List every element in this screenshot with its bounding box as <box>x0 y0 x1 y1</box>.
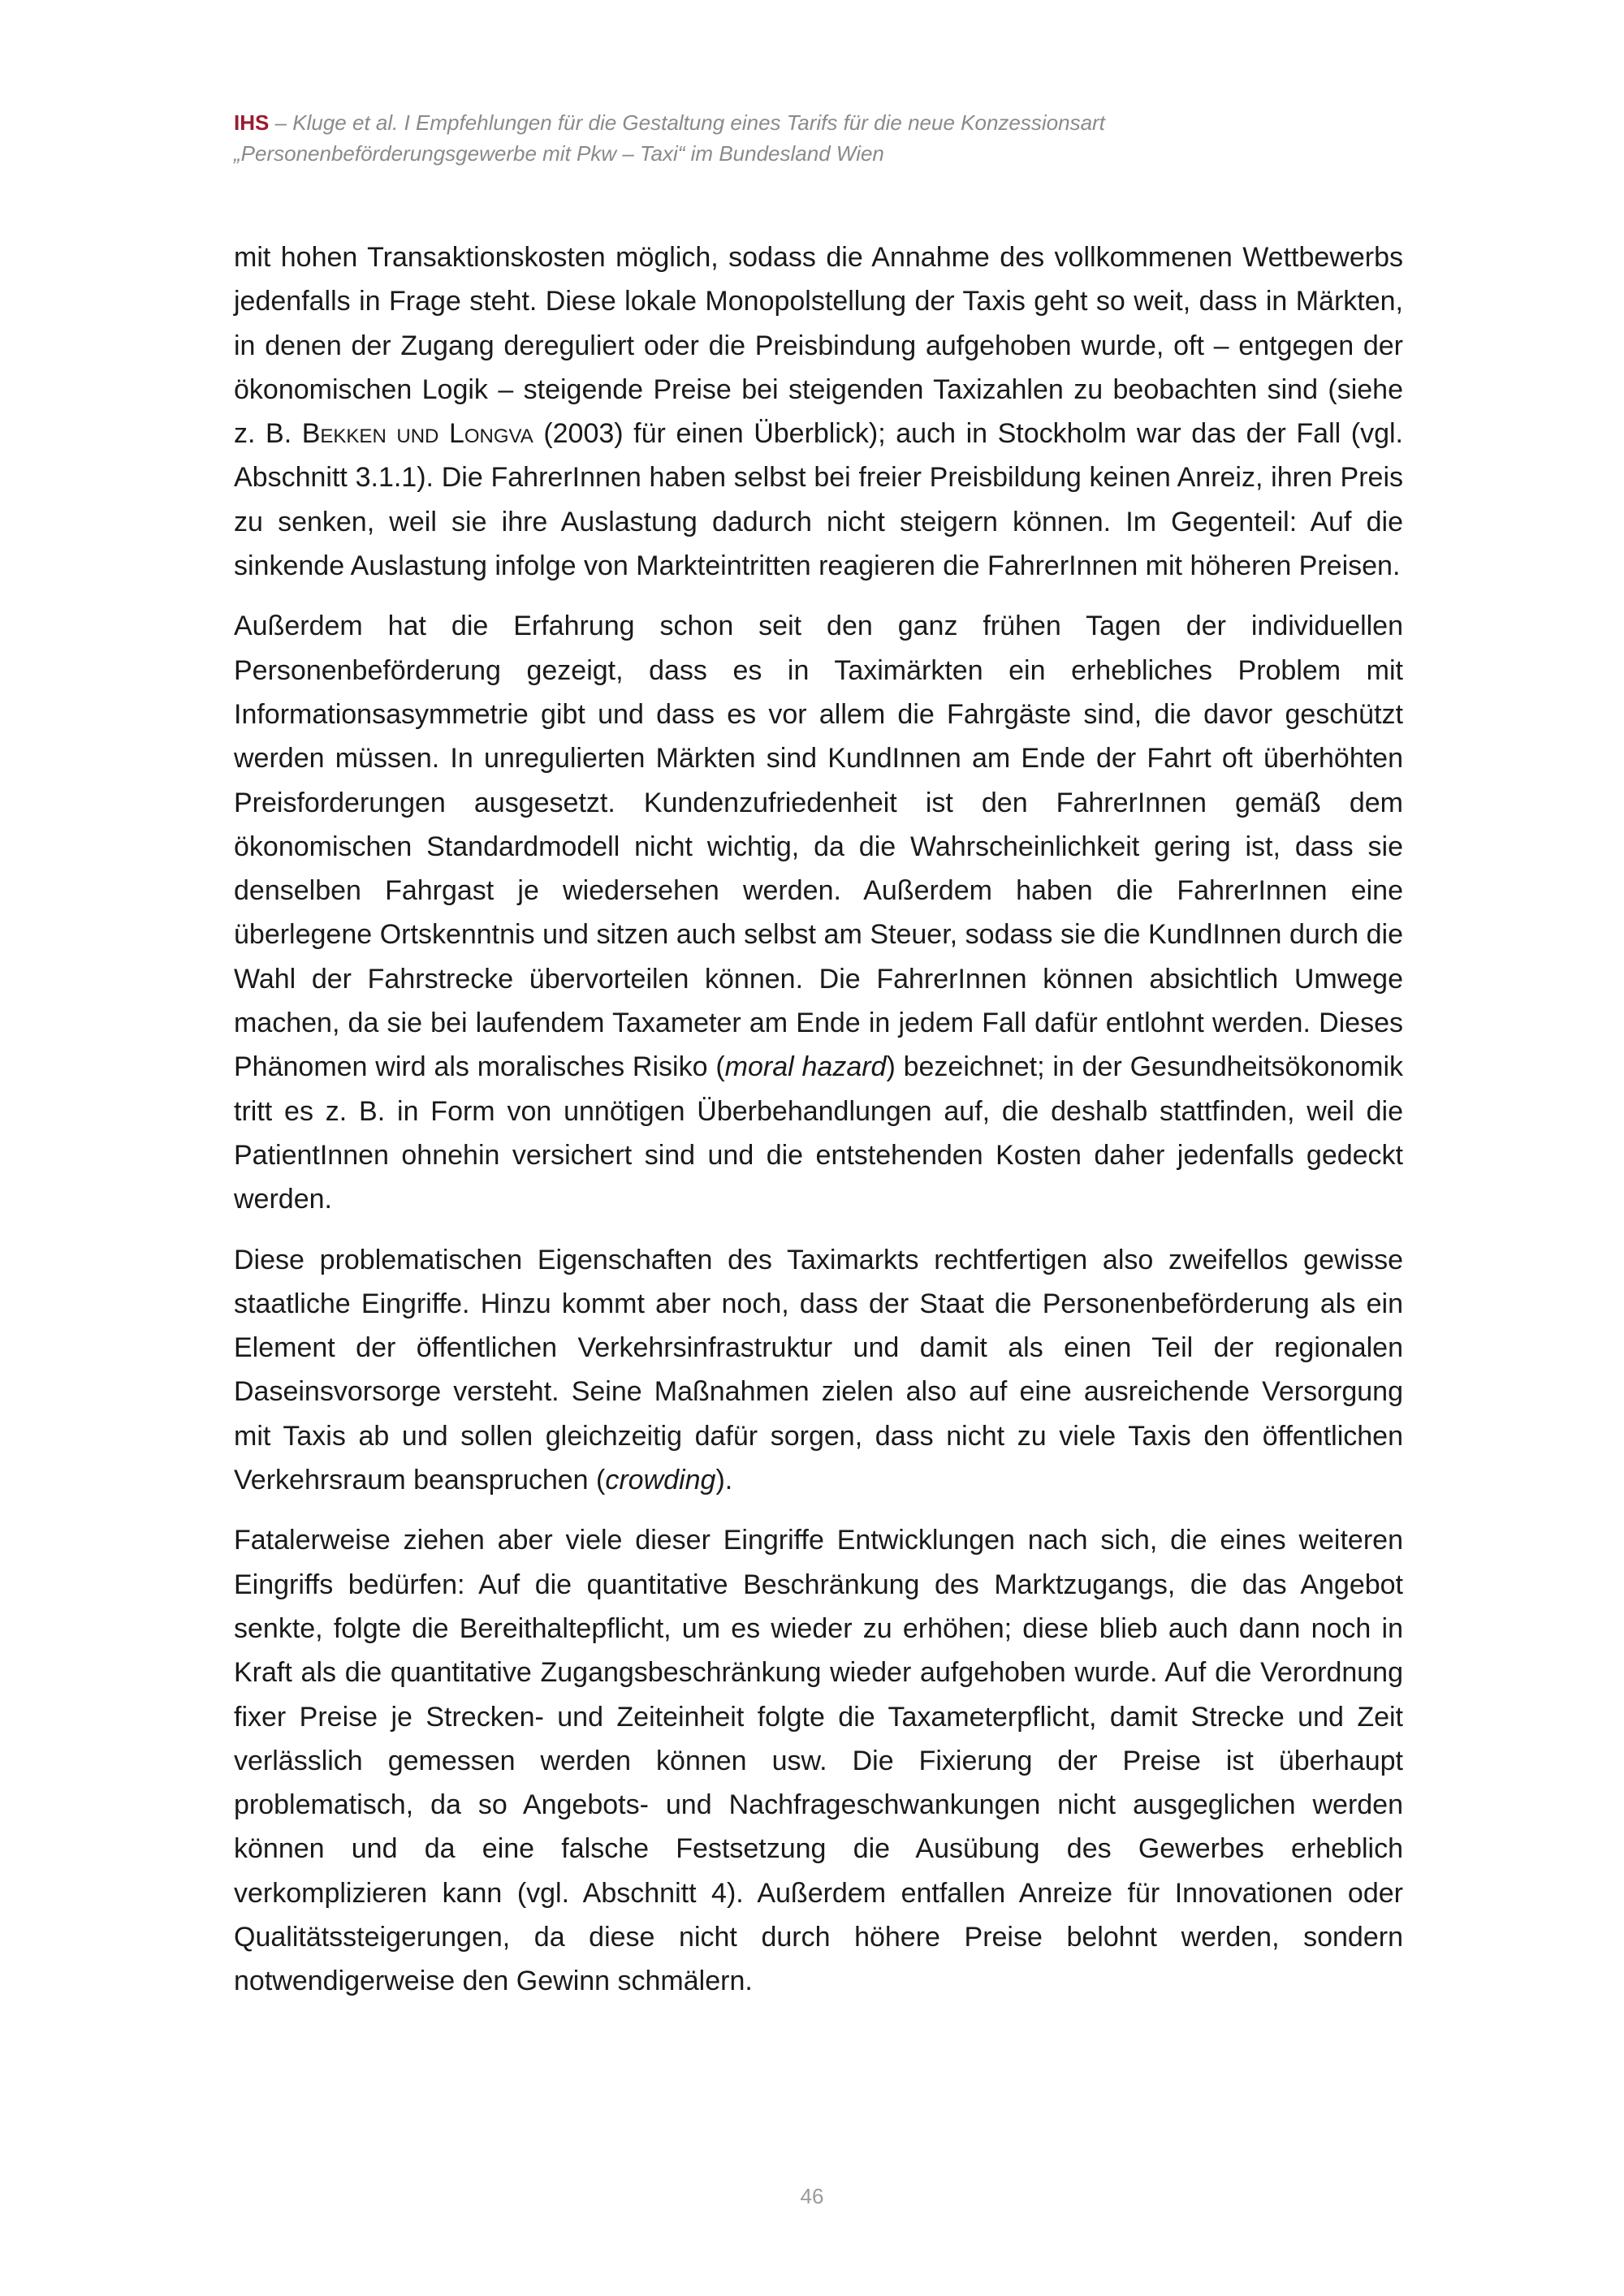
paragraph-2 <box>234 604 1403 1221</box>
paragraph-3-text-b: ). <box>715 1465 733 1496</box>
paragraph-1-text-a: mit hohen Transaktionskosten möglich, sodass die Annahme des vollkommenen Wettbewerbs jedenfalls in Frage steht. Diese lokale Monopolstellung der Taxis geht so weit, dass in Märkten, in denen der Zugang dereguliert oder die Preisbindung aufgehoben wurde, oft – entgegen der ökonomischen Logik – steigende Preise bei steigenden Taxizahlen zu beobachten sind (siehe z. B. <box>234 242 1403 450</box>
running-header <box>234 107 1403 169</box>
paragraph-3-text-a: Diese problematischen Eigenschaften des Taximarkts rechtfertigen also zweifellos gewisse staatliche Eingriffe. Hinzu kommt aber noch, dass der Staat die Personenbeförderung als ein Element der öffentlichen Verkehrsinfrastruktur und damit als einen Teil der regionalen Daseinsvorsorge versteht. Seine Maßnahmen zielen also auf eine ausreichende Versorgung mit Taxis ab und sollen gleichzeitig dafür sorgen, dass nicht zu viele Taxis den öffentlichen Verkehrsraum beanspruchen ( <box>234 1244 1403 1496</box>
term-crowding: crowding <box>605 1465 716 1496</box>
paragraph-2-text-a: Außerdem hat die Erfahrung schon seit den ganz frühen Tagen der individuellen Personenbeförderung gezeigt, dass es in Taximärkten ein erhebliches Problem mit Informationsasymmetrie gibt und dass es vor allem die Fahrgäste sind, die davor geschützt werden müssen. In unregulierten Märkten sind KundInnen am Ende der Fahrt oft überhöhten Preisforderungen ausgesetzt. Kundenzufriedenheit ist den FahrerInnen gemäß dem ökonomischen Standardmodell nicht wichtig, da die Wahrscheinlichkeit gering ist, dass sie denselben Fahrgast je wiedersehen werden. Außerdem haben die FahrerInnen eine überlegene Ortskenntnis und sitzen auch selbst am Steuer, sodass sie die KundInnen durch die Wahl der Fahrstrecke übervorteilen können. Die FahrerInnen können absichtlich Umwege machen, da sie bei laufendem Taxameter am Ende in jedem Fall dafür entlohnt werden. Dieses Phänomen wird als moralisches Risiko ( <box>234 611 1403 1083</box>
citation-conjunction: und <box>396 418 439 450</box>
page-number: 46 <box>800 2184 824 2208</box>
body-text <box>234 235 1403 2020</box>
header-separator: – <box>269 110 293 135</box>
paragraph-3 <box>234 1238 1403 1503</box>
paragraph-4: Fatalerweise ziehen aber viele dieser Eingriffe Entwicklungen nach sich, die eines weiteren Eingriffs bedürfen: Auf die quantitative Beschränkung des Marktzugangs, die das Angebot senkte, folgte die Bereithaltepflicht, um es wieder zu erhöhen; diese blieb auch dann noch in Kraft als die quantitative Zugangsbeschränkung wieder aufgehoben wurde. Auf die Verordnung fixer Preise je Strecken- und Zeiteinheit folgte die Taxameterpflicht, damit Strecke und Zeit verlässlich gemessen werden können usw. Die Fixierung der Preise ist überhaupt problematisch, da so Angebots- und Nachfrageschwankungen nicht ausgeglichen werden können und da eine falsche Festsetzung die Ausübung des Gewerbes erheblich verkomplizieren kann (vgl. Abschnitt 4). Außerdem entfallen Anreize für Innovationen oder Qualitätssteigerungen, da diese nicht durch höhere Preise belohnt werden, sondern notwendigerweise den Gewinn schmälern. <box>234 1525 1403 1997</box>
header-brand: IHS <box>234 110 270 135</box>
header-title: Kluge et al. I Empfehlungen für die Gestaltung eines Tarifs für die neue Konzessionsart <box>292 110 1105 135</box>
citation-author-2: Longva <box>448 418 533 450</box>
header-line-2: „Personenbeförderungsgewerbe mit Pkw – Taxi“ im Bundesland Wien <box>234 141 884 166</box>
header-line-1 <box>234 107 1403 138</box>
paragraph-2-text-b: ) bezeichnet; in der Gesundheitsökonomik tritt es z. B. in Form von unnötigen Überbehandlungen auf, die deshalb stattfinden, weil die PatientInnen ohnehin versichert sind und die entstehenden Kosten daher jedenfalls gedeckt werden. <box>234 1051 1404 1215</box>
citation-author-1: Bekken <box>301 418 387 450</box>
paragraph-1-text-b: (2003) für einen Überblick); auch in Stockholm war das der Fall (vgl. Abschnitt 3.1.1). Die FahrerInnen haben selbst bei freier Preisbildung keinen Anreiz, ihren Preis zu senken, weil sie ihre Auslastung dadurch nicht steigern können. Im Gegenteil: Auf die sinkende Auslastung infolge von Markteintritten reagieren die FahrerInnen mit höheren Preisen. <box>234 418 1403 582</box>
term-moral-hazard: moral hazard <box>724 1051 887 1083</box>
paragraph-1 <box>234 235 1403 588</box>
